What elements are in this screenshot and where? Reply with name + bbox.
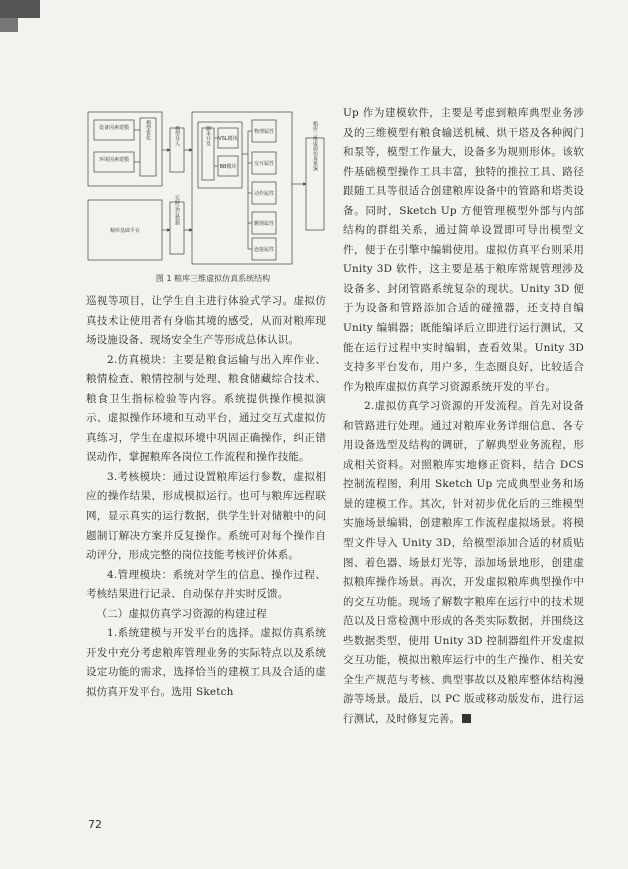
paragraph: 4.管理模块：系统对学生的信息、操作过程、考核结果进行记录、自动保存并实时反馈。	[86, 568, 326, 601]
left-column	[86, 292, 326, 702]
link-attr-label: 连接属性	[253, 247, 275, 253]
platform-label: 粮库基础平台	[109, 228, 141, 234]
paragraph: 3.考核模块：通过设置粮库运行参数，虚拟相应的操作结果，形成模拟运行。也可与粮库远程联网，显示真实的运行数据，供学生针对储粮中的问题制订解决方案并反复操作。系统可对每个操作自动评分，形成完整的岗位技能考核评价体系。	[86, 470, 326, 562]
paragraph: 1.系统建模与开发平台的选择。虚拟仿真系统开发中充分考虑粮库管理业务的实际特点以及系统设定功能的需求，选择恰当的建模工具及合适的虚拟仿真开发平台。选用 Sketch	[86, 627, 326, 698]
action-attr-label: 动作属性	[253, 191, 275, 197]
interact-attr-label: 交互属性	[253, 161, 275, 167]
realtime-data-label: 实时运行数据	[174, 195, 180, 225]
corner-mark	[0, 0, 40, 18]
structure-diagram	[82, 110, 344, 270]
bb-module-label: BB模块	[219, 164, 237, 170]
physics-attr-label: 物理属性	[253, 129, 275, 135]
paragraph: 巡视等项目，让学生自主进行体验式学习。虚拟仿真技术让使用者有身临其境的感受，从而对粮库现场设施设备、现场安全生产等形成总体认识。	[86, 295, 326, 347]
system-structure-figure	[82, 110, 344, 270]
corner-mark-lower	[0, 18, 18, 32]
section-heading: （二）虚拟仿真学习资源的构建过程	[96, 607, 267, 620]
page-number: 72	[88, 818, 102, 831]
equipment-modeling-label: 设备因素建模	[98, 125, 130, 131]
model-import-label: 模型导入	[174, 126, 180, 146]
paragraph: Up 作为建模软件，主要是考虑到粮库典型业务涉及的三维模型有粮食输送机械、烘干塔及各种阀门和泵等，模型工作量大，设备多为规则形体。该软件基础模型操作工具丰富，独特的推拉工具、路径跟随工具等很适合创建粮库设备中的管路和塔类设备。同时，Sketch Up 方便管理模型外部与内部结构的群组关系，通过简单设置即可导出模型文件，便于在引擎中编辑使用。虚拟仿真平台则采用 Unity 3D 软件，这主要是基于粮库常规管理涉及设备多、封闭管路系统复杂的现状。Unity 3D 便于为设备和管路添加合适的碰撞器，还支持自编 Unity 编辑器；既能编译后立即进行运行测试，又能在运行过程中实时编辑，查看效果。Unity 3D 支持多平台发布，用户多，生态圈良好，比较适合作为粮库虚拟仿真学习资源系统开发的平台。	[343, 107, 584, 393]
script-dev-label: 脚本开发	[205, 126, 211, 146]
paragraph: 2.仿真模块：主要是粮食运输与出入库作业、粮情检查、粮情控制与处理、粮食储藏综合技术、粮食卫生指标检验等内容。系统提供操作模拟演示、虚拟操作环境和互动平台，通过交互式虚拟仿真练习，学生在虚拟环境中巩固正确操作，纠正错误动作，掌握粮库各岗位工作流程和操作技能。	[86, 353, 326, 464]
paragraph-text: 2.虚拟仿真学习资源的开发流程。首先对设备和管路进行处理。通过对粮库业务详细信息、各专用设备选型及结构的调研，了解典型业务流程，形成相关资料。对照粮库实地修正资料，结合 DCS 控制流程图，利用 Sketch Up 完成典型业务和场景的建模工作。其次，针对初步优化后的三维模型实施场景编辑，创建粮库工作流程虚拟场景。将模型文件导入 Unity 3D，给模型添加合适的材质贴图、着色器、场景灯光等，添加场景地形，创建虚拟粮库操作场景。再次，开发虚拟粮库典型操作中的交互功能。现场了解数字粮库在运行中的技术规范以及日常检测中形成的各类实际数据，并围绕这些数据类型，使用 Unity 3D 控制器组件开发虚拟交互功能，模拟出粮库运行中的生产操作、相关安全生产规范与考核、典型事故以及粮库整体结构漫游等场景。最后，以 PC 版或移动版发布，进行运行测试，及时修复完善。	[343, 400, 584, 725]
figure-caption: 图 1 粮库三维虚拟仿真系统结构	[155, 274, 271, 283]
vsl-module-label: VSL模块	[218, 136, 238, 142]
right-column	[343, 104, 584, 730]
system-label: 粮库三维虚拟仿真系统	[312, 121, 318, 171]
end-of-article-icon	[462, 714, 471, 723]
environment-modeling-label: 环境因素建模	[98, 157, 130, 163]
anim-attr-label: 颗情属性	[253, 221, 275, 227]
model-optimize-label: 模型优化	[145, 120, 151, 140]
paragraph	[343, 397, 584, 729]
